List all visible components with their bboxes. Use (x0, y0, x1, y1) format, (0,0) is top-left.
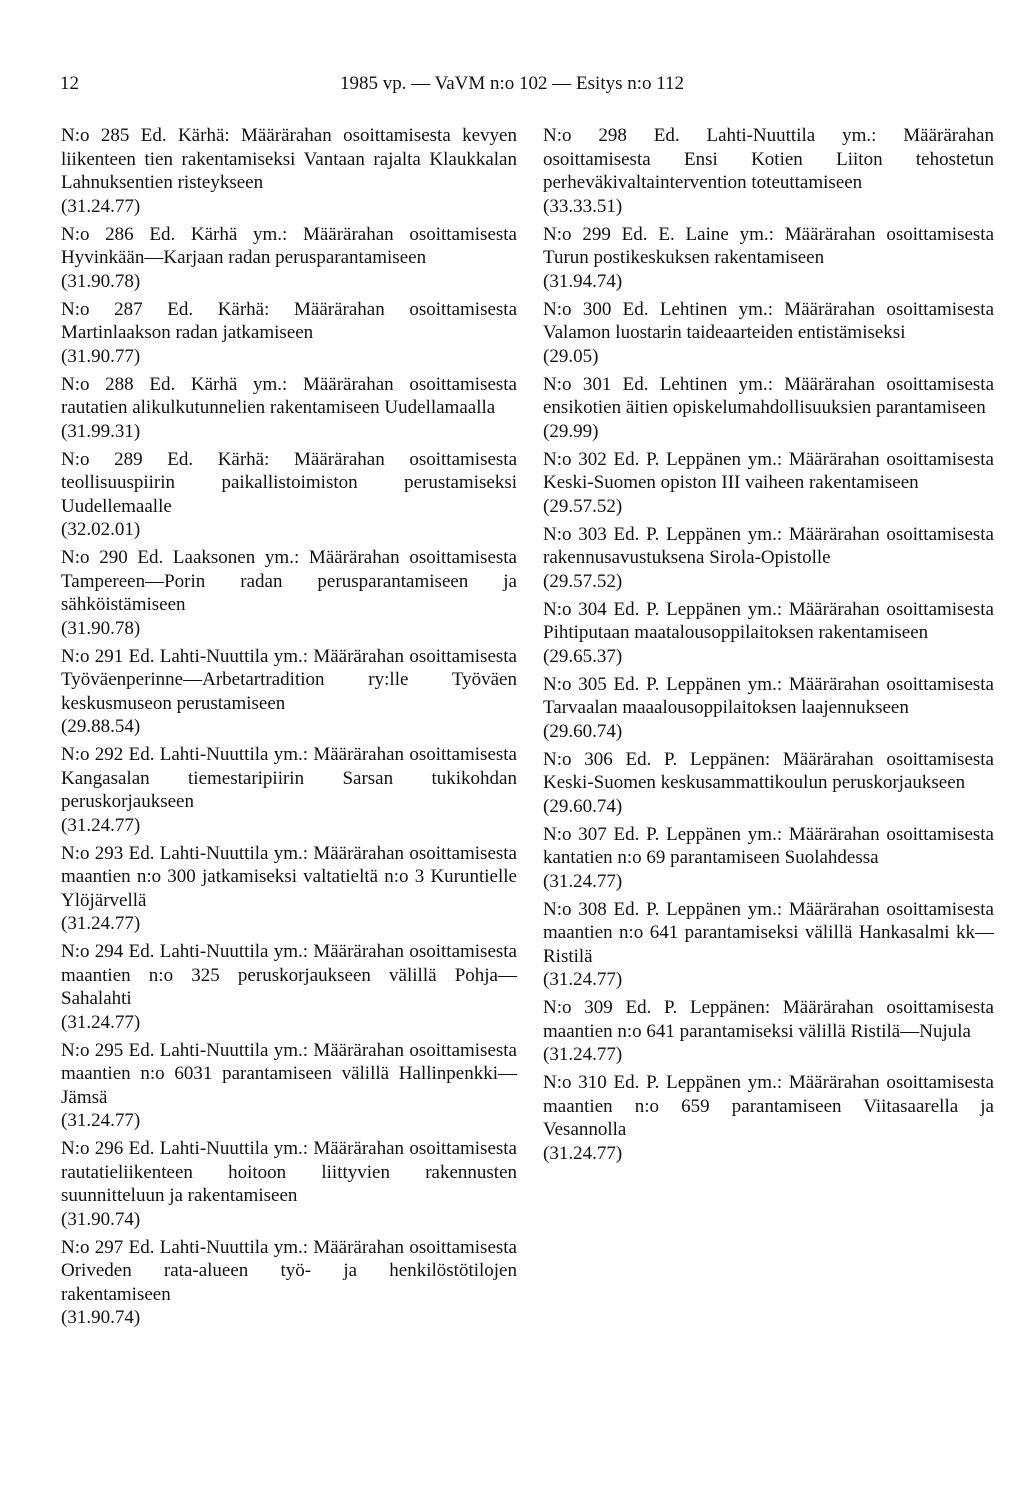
list-item (61, 743, 517, 837)
list-item (61, 373, 517, 444)
list-item (543, 598, 994, 669)
entry-text: N:o 299 Ed. E. Laine ym.: Määrärahan osoittamisesta Turun postikeskuksen rakentamiseen (543, 223, 994, 268)
entry-text: N:o 303 Ed. P. Leppänen ym.: Määrärahan osoittamisesta rakennusavustuksena Sirola-Opistolle (543, 523, 994, 568)
entry-text: N:o 310 Ed. P. Leppänen ym.: Määrärahan osoittamisesta maantien n:o 659 parantamiseen Viitasaarella ja Vesannolla (543, 1072, 994, 1140)
budget-code: (29.99) (543, 420, 599, 442)
list-item (543, 673, 994, 744)
budget-code: (31.24.77) (61, 814, 141, 836)
entry-text: N:o 295 Ed. Lahti-Nuuttila ym.: Määrärahan osoittamisesta maantien n:o 6031 parantamiseen välillä Hallinpenkki—Jämsä (61, 1039, 517, 1108)
list-item (61, 1039, 517, 1133)
list-item (61, 298, 517, 369)
budget-code: (31.24.77) (543, 1044, 623, 1065)
entry-text: N:o 304 Ed. P. Leppänen ym.: Määrärahan osoittamisesta Pihtiputaan maatalousoppilaitoksen rakentamiseen (543, 598, 994, 643)
budget-code: (29.57.52) (543, 570, 623, 592)
running-header: 1985 vp. — VaVM n:o 102 — Esitys n:o 112 (339, 73, 685, 94)
entry-text: N:o 286 Ed. Kärhä ym.: Määrärahan osoittamisesta Hyvinkään—Karjaan radan perusparantamiseen (61, 223, 517, 268)
budget-code: (31.94.74) (543, 270, 623, 292)
list-item (543, 223, 994, 294)
budget-code: (31.24.77) (61, 195, 141, 217)
list-item (543, 898, 994, 992)
entry-text: N:o 308 Ed. P. Leppänen ym.: Määrärahan osoittamisesta maantien n:o 641 parantamiseksi välillä Hankasalmi kk—Ristilä (543, 898, 994, 967)
entry-text: N:o 306 Ed. P. Leppänen: Määrärahan osoittamisesta Keski-Suomen keskusammattikoulun peruskorjaukseen (543, 748, 994, 793)
entry-text: N:o 309 Ed. P. Leppänen: Määrärahan osoittamisesta maantien n:o 641 parantamiseksi välillä Ristilä—Nujula (543, 997, 994, 1042)
list-item (543, 823, 994, 894)
budget-code: (31.24.77) (543, 969, 623, 990)
entry-text: N:o 293 Ed. Lahti-Nuuttila ym.: Määrärahan osoittamisesta maantien n:o 300 jatkamiseksi valtatieltä n:o 3 Kuruntielle Ylöjärvellä (61, 842, 517, 911)
entry-text: N:o 294 Ed. Lahti-Nuuttila ym.: Määrärahan osoittamisesta maantien n:o 325 peruskorjaukseen välillä Pohja—Sahalahti (61, 941, 517, 1009)
budget-code: (29.88.54) (61, 716, 141, 737)
entry-text: N:o 287 Ed. Kärhä: Määrärahan osoittamisesta Martinlaakson radan jatkamiseen (61, 298, 517, 343)
list-item (61, 645, 517, 739)
list-item (61, 223, 517, 294)
budget-code: (29.57.52) (543, 495, 623, 517)
list-item (61, 1137, 517, 1231)
list-item (61, 940, 517, 1034)
list-item (543, 124, 994, 218)
budget-code: (32.02.01) (61, 519, 141, 540)
list-item (61, 124, 517, 218)
budget-code: (31.90.78) (61, 270, 141, 292)
entry-text: N:o 307 Ed. P. Leppänen ym.: Määrärahan osoittamisesta kantatien n:o 69 parantamiseen Suolahdessa (543, 823, 994, 868)
budget-code: (31.24.77) (61, 913, 141, 934)
entry-text: N:o 301 Ed. Lehtinen ym.: Määrärahan osoittamisesta ensikotien äitien opiskelumahdollisuuksien parantamiseen (543, 373, 994, 418)
entry-text: N:o 285 Ed. Kärhä: Määrärahan osoittamisesta kevyen liikenteen tien rakentamiseksi Vantaan rajalta Klaukkalan Lahnuksentien risteykseen (61, 125, 517, 193)
entry-text: N:o 292 Ed. Lahti-Nuuttila ym.: Määrärahan osoittamisesta Kangasalan tiemestaripiirin Sarsan tukikohdan peruskorjaukseen (61, 744, 517, 812)
list-item (61, 546, 517, 640)
list-item (543, 448, 994, 519)
entry-text: N:o 296 Ed. Lahti-Nuuttila ym.: Määrärahan osoittamisesta rautatieliikenteen hoitoon liittyvien rakennusten suunnitteluun ja rakentamiseen (61, 1138, 517, 1206)
budget-code: (31.24.77) (543, 1142, 623, 1164)
budget-code: (31.99.31) (61, 420, 141, 442)
entry-text: N:o 300 Ed. Lehtinen ym.: Määrärahan osoittamisesta Valamon luostarin taideaarteiden entistämiseksi (543, 298, 994, 343)
list-item (543, 373, 994, 444)
entry-text: N:o 305 Ed. P. Leppänen ym.: Määrärahan osoittamisesta Tarvaalan maaalousoppilaitoksen laajennukseen (543, 673, 994, 718)
budget-code: (31.24.77) (543, 870, 623, 892)
entry-text: N:o 302 Ed. P. Leppänen ym.: Määrärahan osoittamisesta Keski-Suomen opiston III vaiheen rakentamiseen (543, 448, 994, 493)
entry-text: N:o 290 Ed. Laaksonen ym.: Määrärahan osoittamisesta Tampereen—Porin radan perusparantamiseen ja sähköistämiseen (61, 547, 517, 615)
budget-code: (31.90.74) (61, 1307, 141, 1328)
list-item (61, 448, 517, 542)
budget-code: (31.90.78) (61, 617, 141, 639)
budget-code: (31.24.77) (61, 1011, 141, 1033)
budget-code: (33.33.51) (543, 195, 623, 217)
list-item (543, 1071, 994, 1165)
budget-code: (31.24.77) (61, 1110, 141, 1131)
entry-text: N:o 297 Ed. Lahti-Nuuttila ym.: Määrärahan osoittamisesta Oriveden rata-alueen työ- ja henkilöstötilojen rakentamiseen (61, 1236, 517, 1305)
budget-code: (29.05) (543, 345, 599, 367)
entry-text: N:o 289 Ed. Kärhä: Määrärahan osoittamisesta teollisuuspiirin paikallistoimiston perustamiseksi Uudellemaalle (61, 448, 517, 517)
page-number: 12 (60, 73, 79, 94)
budget-code: (31.90.74) (61, 1208, 141, 1230)
list-item (543, 996, 994, 1067)
budget-code: (29.60.74) (543, 720, 623, 742)
list-item (543, 748, 994, 819)
entry-text: N:o 288 Ed. Kärhä ym.: Määrärahan osoittamisesta rautatien alikulkutunnelien rakentamiseen Uudellamaalla (61, 373, 517, 418)
budget-code: (29.60.74) (543, 795, 623, 817)
list-item (61, 842, 517, 936)
list-item (543, 298, 994, 369)
left-column (61, 124, 517, 1334)
list-item (61, 1236, 517, 1330)
entry-text: N:o 298 Ed. Lahti-Nuuttila ym.: Määrärahan osoittamisesta Ensi Kotien Liiton tehostetun perheväkivaltaintervention toteuttamiseen (543, 125, 994, 193)
list-item (543, 523, 994, 594)
entry-text: N:o 291 Ed. Lahti-Nuuttila ym.: Määrärahan osoittamisesta Työväenperinne—Arbetartradition ry:lle Työväen keskusmuseon perustamiseen (61, 645, 517, 714)
budget-code: (31.90.77) (61, 345, 141, 367)
budget-code: (29.65.37) (543, 645, 623, 667)
right-column (543, 124, 994, 1170)
